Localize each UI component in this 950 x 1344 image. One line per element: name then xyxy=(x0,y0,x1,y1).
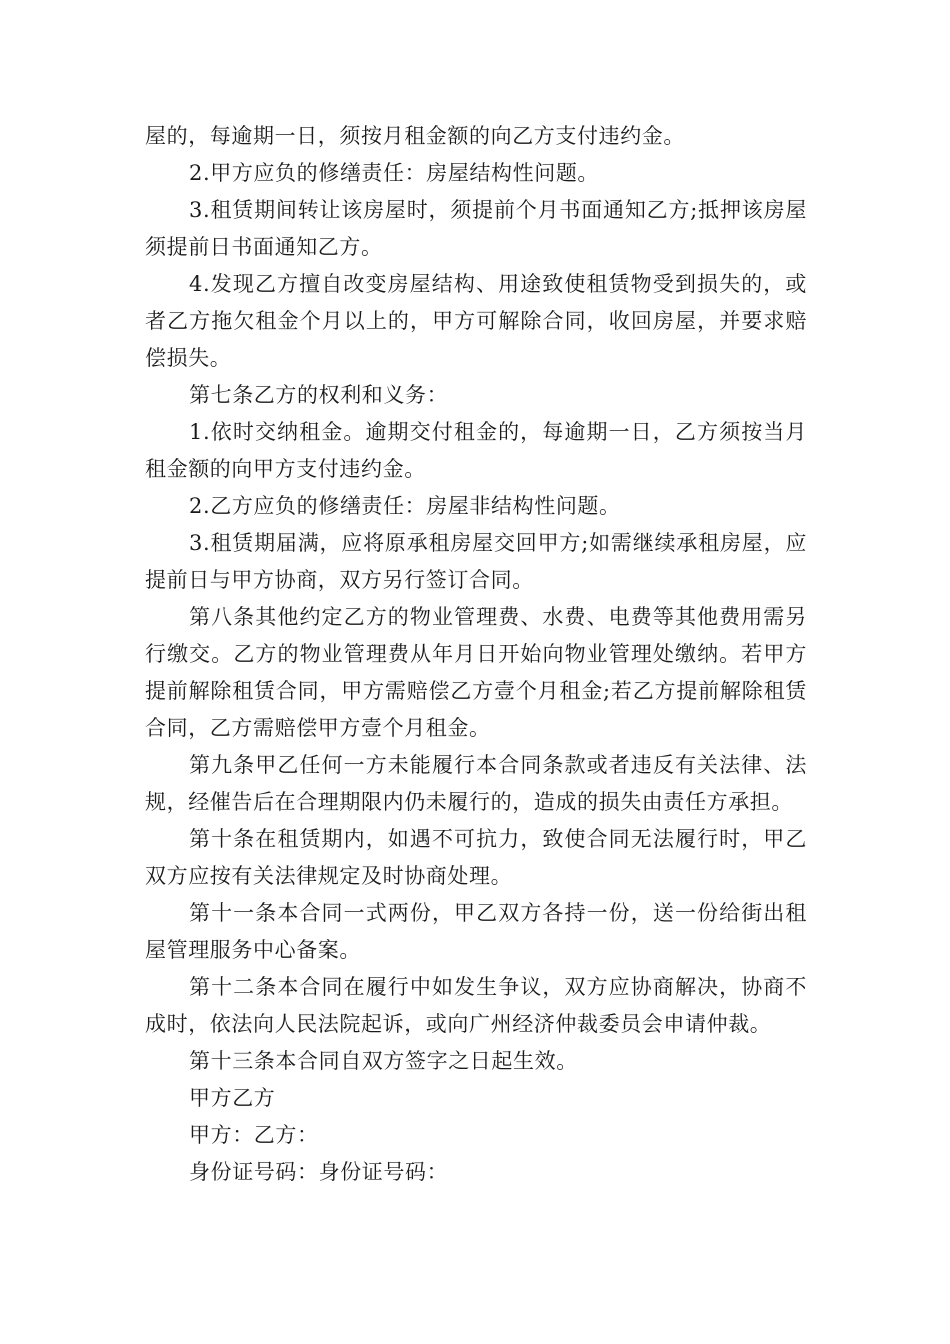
article-10: 第十条在租赁期内，如遇不可抗力，致使合同无法履行时，甲乙双方应按有关法律规定及时协商处理。 xyxy=(145,827,807,888)
paragraph-termination-conditions: 4.发现乙方擅自改变房屋结构、用途致使租赁物受到损失的，或者乙方拖欠租金个月以上的，甲方可解除合同，收回房屋，并要求赔偿损失。 xyxy=(145,272,807,370)
paragraph-landlord-repair-duty: 2.甲方应负的修缮责任：房屋结构性问题。 xyxy=(189,161,600,185)
paragraph-continuation: 屋的，每逾期一日，须按月租金额的向乙方支付违约金。 xyxy=(145,124,685,148)
document-body xyxy=(145,118,807,1191)
article-13: 第十三条本合同自双方签字之日起生效。 xyxy=(189,1049,578,1073)
signature-parties-line: 甲方：乙方： xyxy=(189,1123,319,1147)
paragraph-transfer-notice: 3.租赁期间转让该房屋时，须提前个月书面通知乙方;抵押该房屋须提前日书面通知乙方。 xyxy=(145,198,807,259)
article-12: 第十二条本合同在履行中如发生争议，双方应协商解决，协商不成时，依法向人民法院起诉，或向广州经济仲裁委员会申请仲裁。 xyxy=(145,975,807,1036)
article-8: 第八条其他约定乙方的物业管理费、水费、电费等其他费用需另行缴交。乙方的物业管理费从年月日开始向物业管理处缴纳。若甲方提前解除租赁合同，甲方需赔偿乙方壹个月租金;若乙方提前解除租赁合同，乙方需赔偿甲方壹个月租金。 xyxy=(145,605,807,740)
id-number-line: 身份证号码：身份证号码： xyxy=(189,1160,449,1184)
article-7-heading: 第七条乙方的权利和义务： xyxy=(189,383,449,407)
article-9: 第九条甲乙任何一方未能履行本合同条款或者违反有关法律、法规，经催告后在合理期限内仍未履行的，造成的损失由责任方承担。 xyxy=(145,753,807,814)
signature-parties-heading: 甲方乙方 xyxy=(189,1086,276,1110)
paragraph-rent-payment: 1.依时交纳租金。逾期交付租金的，每逾期一日，乙方须按当月租金额的向甲方支付违约金。 xyxy=(145,420,807,481)
paragraph-lease-expiry: 3.租赁期届满，应将原承租房屋交回甲方;如需继续承租房屋，应提前日与甲方协商，双方另行签订合同。 xyxy=(145,531,807,592)
article-11: 第十一条本合同一式两份，甲乙双方各持一份，送一份给街出租屋管理服务中心备案。 xyxy=(145,901,807,962)
paragraph-tenant-repair-duty: 2.乙方应负的修缮责任：房屋非结构性问题。 xyxy=(189,494,621,518)
